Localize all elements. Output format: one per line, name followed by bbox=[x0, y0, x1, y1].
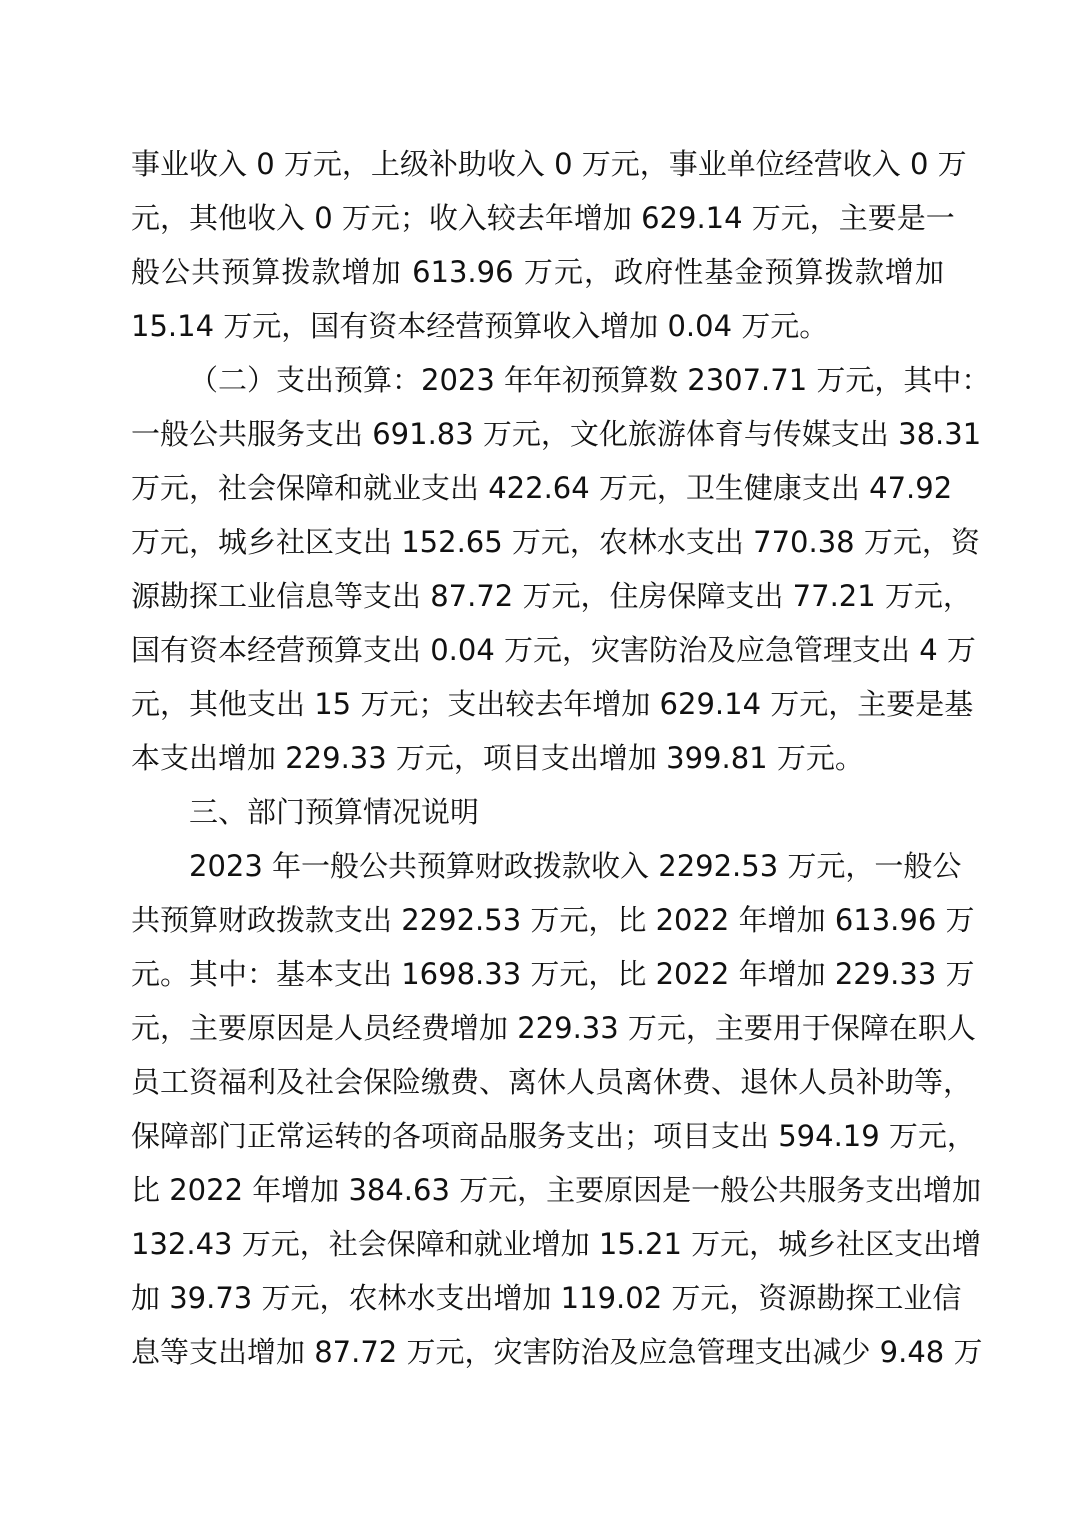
body-text bbox=[131, 137, 991, 1379]
text-line: 加 39.73 万元，农林水支出增加 119.02 万元，资源勘探工业信 bbox=[131, 1281, 962, 1315]
text-line: 15.14 万元，国有资本经营预算收入增加 0.04 万元。 bbox=[131, 309, 829, 343]
text-line: 132.43 万元，社会保障和就业增加 15.21 万元，城乡社区支出增 bbox=[131, 1227, 982, 1261]
text-line: 国有资本经营预算支出 0.04 万元，灾害防治及应急管理支出 4 万 bbox=[131, 633, 976, 667]
text-line: 保障部门正常运转的各项商品服务支出；项目支出 594.19 万元， bbox=[131, 1119, 976, 1153]
section-heading-department-budget: 三、部门预算情况说明 bbox=[189, 795, 480, 829]
text-line: 元，其他收入 0 万元；收入较去年增加 629.14 万元，主要是一 bbox=[131, 201, 955, 235]
text-line: 共预算财政拨款支出 2292.53 万元，比 2022 年增加 613.96 万 bbox=[131, 903, 975, 937]
text-line: 元，主要原因是人员经费增加 229.33 万元，主要用于保障在职人 bbox=[131, 1011, 976, 1045]
section-heading-expenditure: （二）支出预算：2023 年年初预算数 2307.71 万元，其中： bbox=[189, 363, 991, 397]
text-line: 比 2022 年增加 384.63 万元，主要原因是一般公共服务支出增加 bbox=[131, 1173, 982, 1207]
text-line: 一般公共服务支出 691.83 万元，文化旅游体育与传媒支出 38.31 bbox=[131, 417, 982, 451]
text-line: 元，其他支出 15 万元；支出较去年增加 629.14 万元，主要是基 bbox=[131, 687, 974, 721]
text-line: 2023 年一般公共预算财政拨款收入 2292.53 万元，一般公 bbox=[189, 849, 962, 883]
text-line: 元。其中：基本支出 1698.33 万元，比 2022 年增加 229.33 万 bbox=[131, 957, 975, 991]
text-line: 万元，社会保障和就业支出 422.64 万元，卫生健康支出 47.92 bbox=[131, 471, 953, 505]
text-line: 本支出增加 229.33 万元，项目支出增加 399.81 万元。 bbox=[131, 741, 864, 775]
text-line: 息等支出增加 87.72 万元，灾害防治及应急管理支出减少 9.48 万 bbox=[131, 1335, 983, 1369]
text-line: 万元，城乡社区支出 152.65 万元，农林水支出 770.38 万元，资 bbox=[131, 525, 980, 559]
text-line: 员工资福利及社会保险缴费、离休人员离休费、退休人员补助等， bbox=[131, 1065, 973, 1099]
text-line: 事业收入 0 万元，上级补助收入 0 万元，事业单位经营收入 0 万 bbox=[131, 147, 967, 181]
text-line: 般公共预算拨款增加 613.96 万元，政府性基金预算拨款增加 bbox=[131, 255, 944, 289]
text-line: 源勘探工业信息等支出 87.72 万元，住房保障支出 77.21 万元， bbox=[131, 579, 972, 613]
